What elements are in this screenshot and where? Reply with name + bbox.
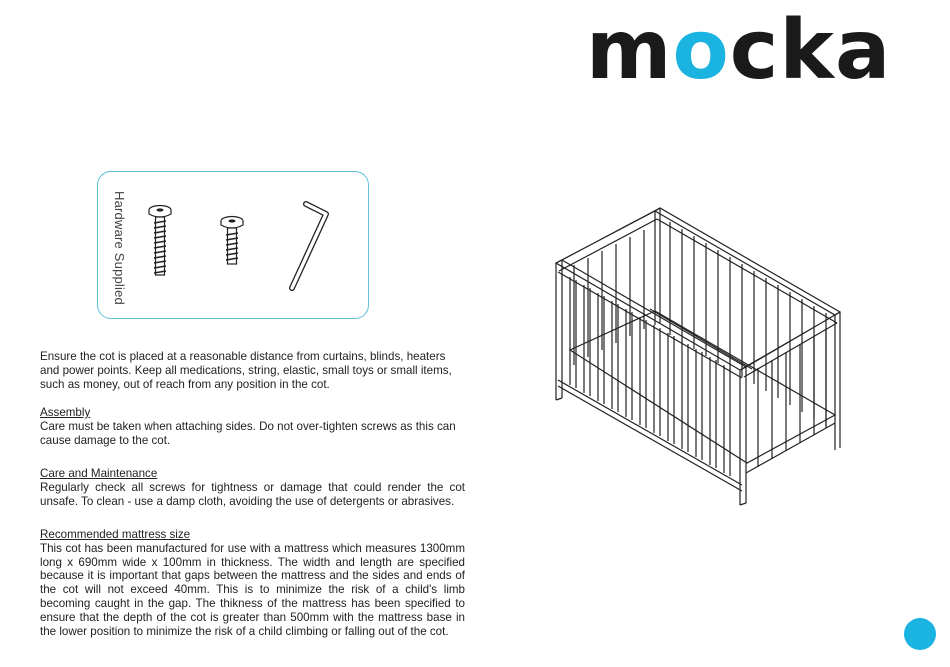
logo-suffix: cka: [729, 3, 892, 98]
logo-prefix: m: [586, 3, 673, 98]
care-heading: Care and Maintenance: [40, 467, 158, 480]
long-bolt-icon: [146, 203, 174, 277]
assembly-text: Care must be taken when attaching sides. Do not over-tighten screws as this can cause damage to the cot.: [40, 419, 456, 447]
hardware-supplied-label: Hardware Supplied: [112, 191, 127, 305]
assembly-heading: Assembly: [40, 406, 91, 419]
logo-accent-letter: o: [672, 3, 730, 98]
mattress-section: [40, 528, 465, 638]
brand-dot: [904, 618, 936, 650]
safety-paragraph: [40, 350, 465, 391]
short-bolt-icon: [218, 214, 246, 266]
assembly-section: [40, 406, 465, 447]
care-section: [40, 467, 465, 508]
cot-illustration: [552, 205, 846, 509]
mattress-text: This cot has been manufactured for use with a mattress which measures 1300mm long x 690mm wide x 100mm in thickness. The width and length are specified because it is important that gaps between the mattress and the sides and ends of the cot will not exceed 40mm. This is to minimize the risk of a child's limb becoming caught in the gap. The thikness of the mattress has been specified to ensure that the depth of the cot is greater than 500mm with the mattress base in the lower position to minimize the risk of a child climbing or falling out of the cot.: [40, 541, 465, 638]
allen-key-icon: [284, 198, 334, 294]
care-text: Regularly check all screws for tightness or damage that could render the cot unsafe. To clean - use a damp cloth, avoiding the use of detergents or abrasives.: [40, 480, 465, 508]
mocka-logo: [586, 3, 892, 98]
safety-text: Ensure the cot is placed at a reasonable distance from curtains, blinds, heaters and power points. Keep all medications, string, elastic, small toys or small items, such as money, out of reach from any position in the cot.: [40, 350, 452, 391]
mattress-heading: Recommended mattress size: [40, 528, 191, 541]
